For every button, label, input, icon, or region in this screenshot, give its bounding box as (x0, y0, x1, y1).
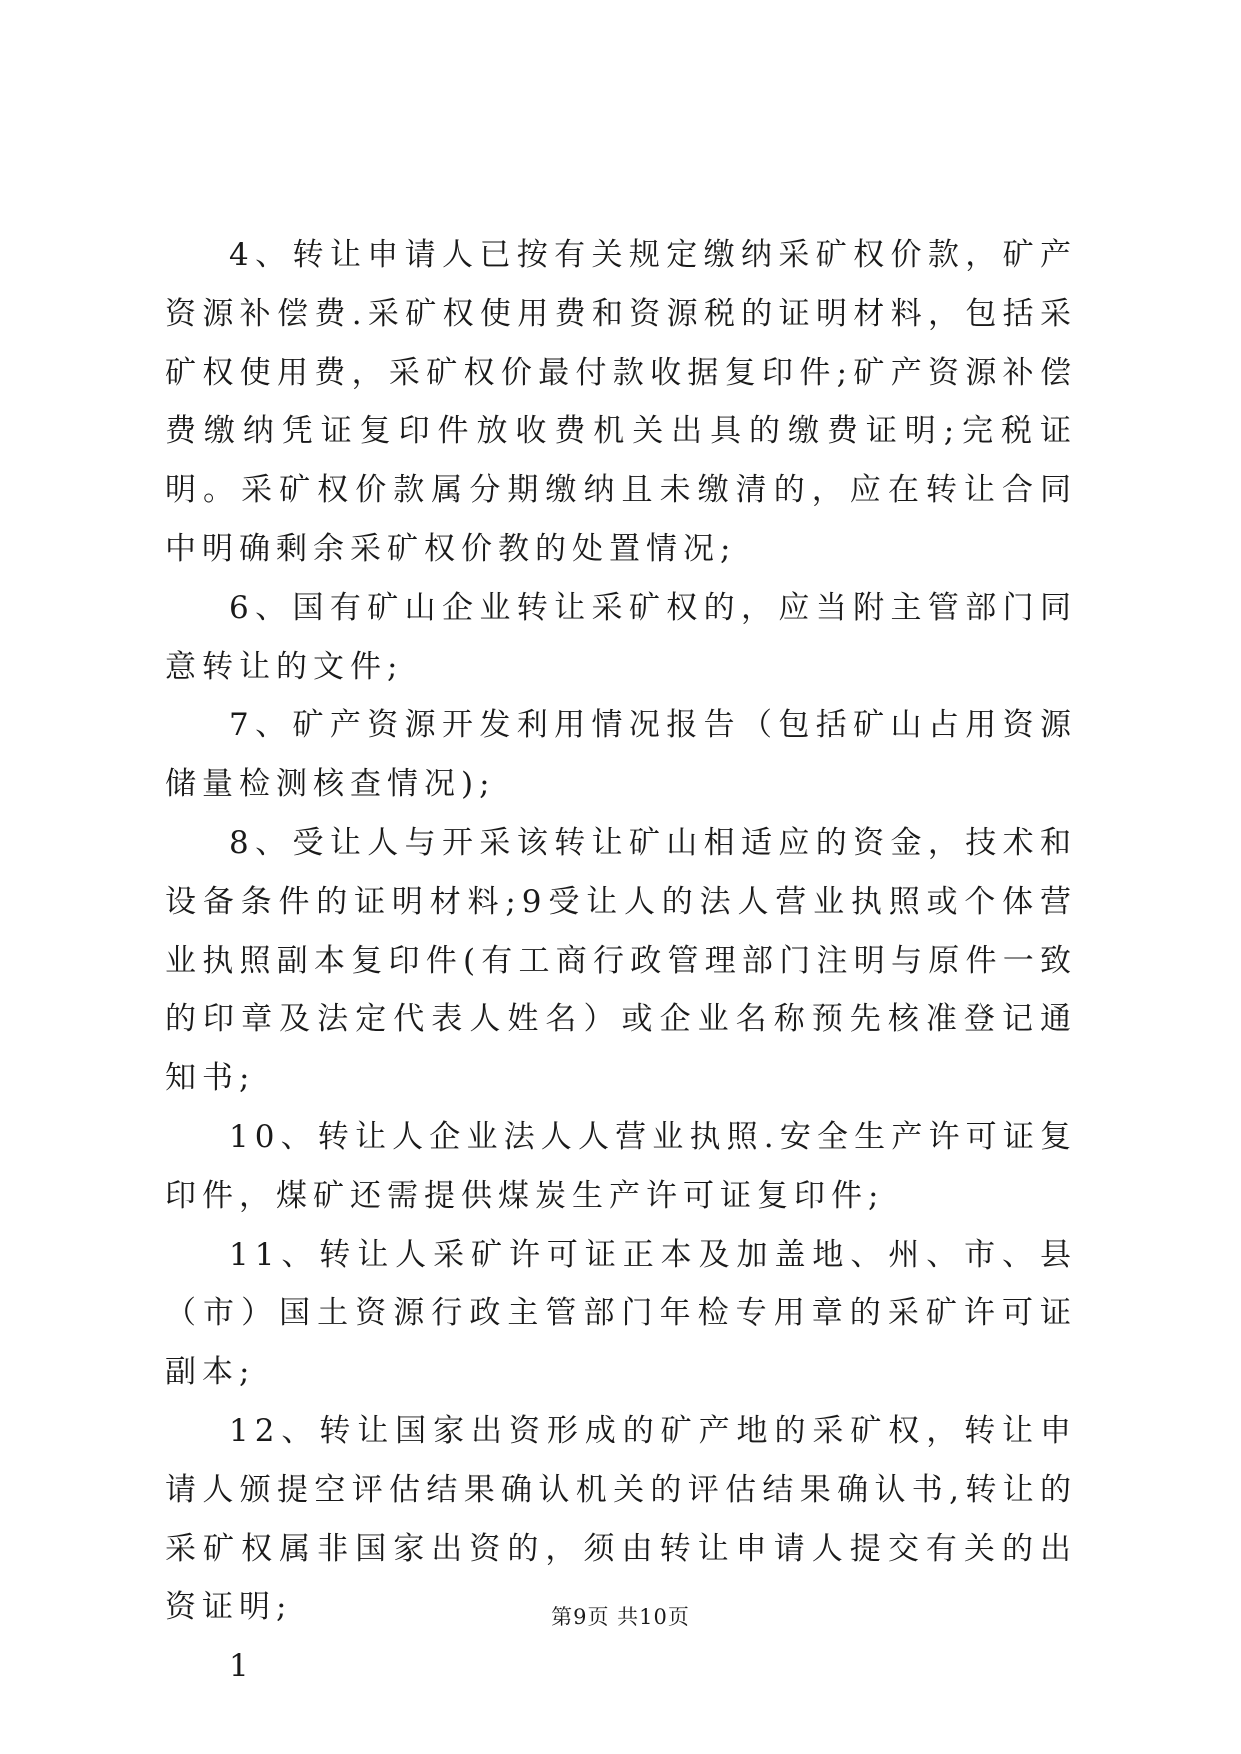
paragraph-item-7: 7、矿产资源开发利用情况报告（包括矿山占用资源储量检测核查情况); (165, 707, 1077, 803)
paragraph-fragment: 1 (229, 1648, 255, 1685)
paragraph-item-4: 4、转让申请人已按有关规定缴纳采矿权价款，矿产资源补偿费.采矿权使用费和资源税的证明材料，包括采矿权使用费，采矿权价最付款收据复印件;矿产资源补偿费缴纳凭证复印件放收费机关出具的缴费证明;完税证明。采矿权价款属分期缴纳且未缴清的，应在转让合同中明确剩余采矿权价教的处置情况; (165, 237, 1077, 567)
paragraph-item-11: 11、转让人采矿许可证正本及加盖地、州、市、县（市）国土资源行政主管部门年检专用章的采矿许可证副本; (165, 1236, 1077, 1391)
paragraph-item-6: 6、国有矿山企业转让采矿权的，应当附主管部门同意转让的文件; (165, 589, 1077, 685)
paragraph-item-10: 10、转让人企业法人人营业执照.安全生产许可证复印件，煤矿还需提供煤炭生产许可证复印件; (165, 1118, 1077, 1214)
paragraph-item-8-9: 8、受让人与开采该转让矿山相适应的资金，技术和设备条件的证明材料;9受让人的法人营业执照或个体营业执照副本复印件(有工商行政管理部门注明与原件一致的印章及法定代表人姓名）或企业名称预先核准登记通知书; (165, 824, 1077, 1097)
paragraph-item-12: 12、转让国家出资形成的矿产地的采矿权，转让申请人颁提空评估结果确认机关的评估结果确认书,转让的采矿权属非国家出资的，须由转让申请人提交有关的出资证明; (165, 1412, 1077, 1626)
page-footer: 第9页 共10页 (551, 1605, 690, 1629)
document-body (165, 226, 1077, 1696)
